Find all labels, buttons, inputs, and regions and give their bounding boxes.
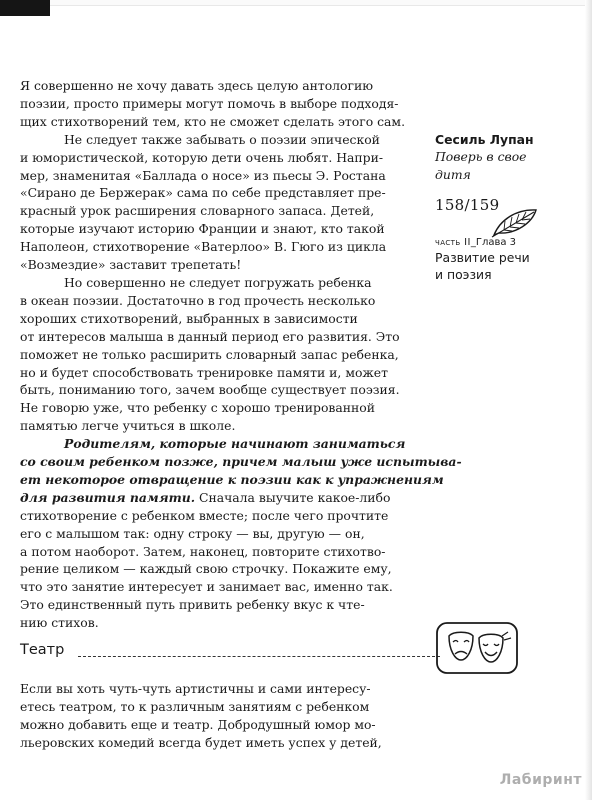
emphasis-line — [20, 435, 420, 453]
text-line: памятью легче учиться в школе. — [20, 418, 236, 434]
watermark: Лабиринт — [499, 772, 582, 788]
page-top-edge — [0, 0, 592, 6]
text-line: Я совершенно не хочу давать здесь целую антологию — [20, 78, 374, 93]
text-line: «Сирано де Бержерак» сама по себе представляет пре- — [20, 185, 386, 201]
emphasis-text: Родителям, которые начинают заниматься — [64, 436, 406, 452]
emphasis-text: ет некоторое отвращение к поэзии как к упражнениям — [20, 471, 444, 487]
text-line: и юмористической, которую дети очень любят. Напри- — [20, 149, 384, 165]
text-line: Не говорю уже, что ребенку с хорошо тренированной — [20, 400, 376, 416]
emphasis-line — [20, 453, 462, 471]
text-line: можно добавить еще и театр. Добродушный юмор мо- — [20, 716, 376, 732]
text-line: Наполеон, стихотворение «Ватерлоо» В. Гюго из цикла — [20, 239, 387, 255]
text-run: Сначала выучите какое-либо — [198, 489, 391, 505]
text-line: в океан поэзии. Достаточно в год прочесть несколько — [20, 292, 376, 308]
leaf-icon — [490, 206, 540, 242]
text-line: поможет не только расширить словарный запас ребенка, — [20, 346, 399, 362]
page-numbers: 158/159 — [435, 196, 500, 214]
section-header — [20, 642, 440, 664]
theater-text — [20, 680, 420, 752]
page-right-shadow — [585, 0, 592, 800]
text-line: щих стихотворений тем, кто не сможет сделать этого сам. — [20, 113, 406, 129]
emphasis-text: для развития памяти. — [20, 489, 196, 505]
text-line: хороших стихотворений, выбранных в зависимости — [20, 310, 358, 326]
author-name: Сесиль Лупан — [435, 132, 534, 147]
text-line: Но совершенно не следует погружать ребенка — [64, 274, 372, 290]
book-title: Поверь в свое — [435, 149, 527, 164]
text-line: а потом наоборот. Затем, наконец, повторите стихотво- — [20, 543, 386, 559]
emphasis-line — [20, 471, 444, 489]
dashed-rule — [78, 656, 440, 657]
chapter-part: часть II — [435, 237, 471, 248]
text-line: етесь театром, то к различным занятиям с ребенком — [20, 698, 370, 714]
text-line: от интересов малыша в данный период его развития. Это — [20, 328, 400, 344]
text-line: Не следует также забывать о поэзии эпической — [64, 131, 380, 147]
chapter-separator: _ — [470, 237, 476, 248]
text-line: стихотворение с ребенком вместе; после чего прочтите — [20, 507, 389, 523]
text-line: но и будет способствовать тренировке памяти и, может — [20, 364, 388, 380]
emphasis-text: со своим ребенком позже, причем малыш уже испытыва- — [20, 454, 462, 470]
mixed-line — [20, 489, 420, 507]
text-line: мер, знаменитая «Баллада о носе» из пьесы Э. Ростана — [20, 167, 386, 183]
text-line: нию стихов. — [20, 615, 99, 631]
chapter-topic: и поэзия — [435, 267, 492, 282]
text-line: поэзии, просто примеры могут помочь в выборе подходя- — [20, 95, 399, 111]
text-line: Если вы хоть чуть-чуть артистичны и сами интересу- — [20, 681, 371, 696]
text-line: красный урок расширения словарного запаса. Детей, — [20, 203, 375, 219]
text-line: рение целиком — каждый свою строчку. Покажите ему, — [20, 561, 392, 577]
chapter-topic: Развитие речи — [435, 250, 530, 265]
corner-mark — [0, 0, 50, 16]
margin-note — [435, 131, 585, 283]
text-line: Это единственный путь привить ребенку вкус к чте- — [20, 597, 365, 613]
text-line: что это занятие интересует и занимает вас, именно так. — [20, 579, 393, 595]
chapter-number: Глава 3 — [475, 237, 517, 248]
text-line: которые изучают историю Франции и знают, кто такой — [20, 221, 385, 237]
theater-masks-icon — [436, 622, 518, 678]
text-line: «Возмездие» заставит трепетать! — [20, 257, 242, 273]
section-title: Театр — [20, 642, 65, 658]
text-line: льеровских комедий всегда будет иметь успех у детей, — [20, 734, 382, 750]
text-line: быть, пониманию того, зачем вообще существует поэзия. — [20, 382, 400, 398]
book-title: дитя — [435, 167, 471, 182]
text-line: его с малышом так: одну строку — вы, другую — он, — [20, 525, 365, 541]
